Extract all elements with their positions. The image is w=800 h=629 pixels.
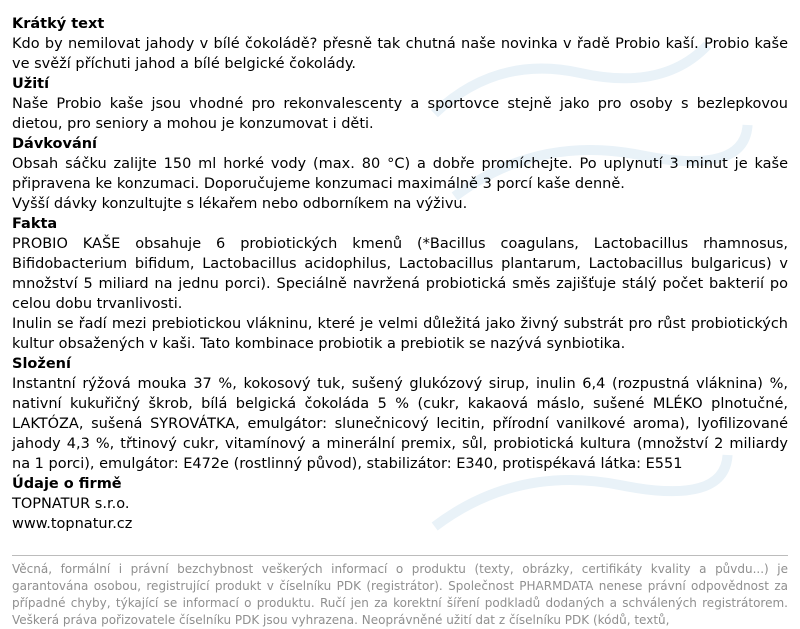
section-paragraph: Vyšší dávky konzultujte s lékařem nebo odborníkem na výživu. <box>12 196 468 212</box>
section-paragraph: Naše Probio kaše jsou vhodné pro rekonvalescenty a sportovce stejně jako pro osoby s bezlepkovou dietou, pro seniory a mohou je konzumovat i děti. <box>12 96 788 132</box>
section-heading: Dávkování <box>12 136 98 152</box>
section-paragraph: Obsah sáčku zalijte 150 ml horké vody (max. 80 °C) a dobře promíchejte. Po uplynutí 3 minut je kaše připravena ke konzumaci. Doporučujeme konzumaci maximálně 3 porcí kaše denně. <box>12 156 788 192</box>
section-paragraph: Kdo by nemilovat jahody v bílé čokoládě? přesně tak chutná naše novinka v řadě Probio kaší. Probio kaše ve svěží příchuti jahod a bílé belgické čokolády. <box>12 36 788 72</box>
section-heading: Krátký text <box>12 16 105 32</box>
section-paragraph: Inulin se řadí mezi prebiotickou vlákninu, které je velmi důležitá jako živný substrát pro růst probiotických kultur obsažených v kaši. Tato kombinace probiotik a prebiotik se nazývá synbiotika. <box>12 316 788 352</box>
legal-disclaimer: Věcná, formální i právní bezchybnost veškerých informací o produktu (texty, obrázky, certifikáty kvality a půvdu...) je garantována osobou, registrující produkt v číselníku PDK (registrátor). Společnost PHARMDATA nenese právní odpovědnost za případné chyby, týkající se informací o produktu. Ručí jen za korektní šíření podkladů dodaných a schválených registrátorem. Veškerá práva pořizovatele číselníku PDK jsou vyhrazena. Neoprávněné užití dat z číselníku PDK (kódů, textů, <box>12 562 788 627</box>
section-heading: Údaje o firmě <box>12 476 122 492</box>
section-heading: Fakta <box>12 216 58 232</box>
section-heading: Složení <box>12 356 71 372</box>
section-paragraph: Instantní rýžová mouka 37 %, kokosový tuk, sušený glukózový sirup, inulin 6,4 (rozpustná vláknina) %, nativní kukuřičný škrob, bílá belgická čokoláda 5 % (cukr, kakaová máslo, sušené MLÉKO plnotučné, LAKTÓZA, sušená SYROVÁTKA, emulgátor: slunečnicový lecitin, přírodní vanilkové aroma), lyofilizované jahody 4,3 %, třtinový cukr, vitamínový a minerální premix, sůl, probiotická kultura (množství 2 miliardy na 1 porci), emulgátor: E472e (rostlinný původ), stabilizátor: E340, protispékavá látka: E551 <box>12 376 788 472</box>
section-paragraph: www.topnatur.cz <box>12 516 133 532</box>
product-info-document <box>12 14 788 534</box>
section-paragraph: PROBIO KAŠE obsahuje 6 probiotických kmenů (*Bacillus coagulans, Lactobacillus rhamnosus, Bifidobacterium bifidum, Lactobacillus acidophilus, Lactobacillus plantarum, Lactobacillus bulgaricus) v množství 5 miliard na jednu porci). Speciálně navržená probiotická směs zajišťuje stálý počet bakterií po celou dobu trvanlivosti. <box>12 236 788 312</box>
section-paragraph: TOPNATUR s.r.o. <box>12 496 130 512</box>
section-heading: Užití <box>12 76 50 92</box>
footer-divider <box>12 555 788 556</box>
